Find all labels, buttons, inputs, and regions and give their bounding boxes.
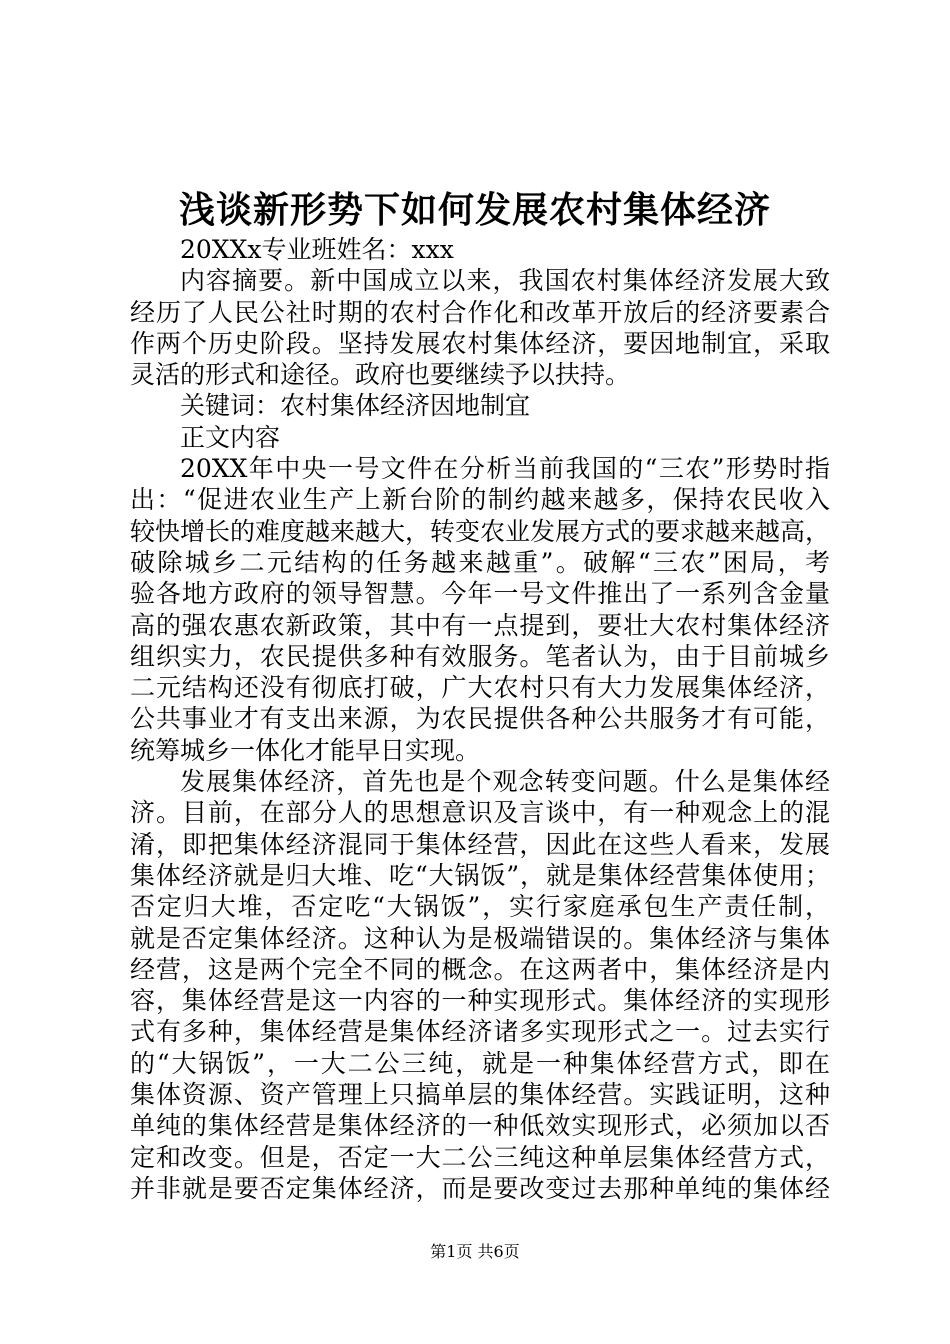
text-line: 验各地方政府的领导智慧。今年一号文件推出了一系列含金量 — [130, 579, 830, 609]
document-body — [130, 234, 830, 1204]
text-line: 统筹城乡一体化才能早日实现。 — [130, 735, 481, 765]
document-title: 浅谈新形势下如何发展农村集体经济 — [178, 189, 771, 231]
text-line: 否定归大堆，否定吃“大锅饭”，实行家庭承包生产责任制， — [130, 892, 830, 922]
text-line: 集体资源、资产管理上只搞单层的集体经营。实践证明，这种 — [130, 1080, 830, 1110]
text-line: 的“大锅饭”，一大二公三纯，就是一种集体经营方式，即在 — [130, 1048, 830, 1078]
text-line: 组织实力，农民提供多种有效服务。笔者认为，由于目前城乡 — [130, 641, 830, 671]
text-line: 正文内容 — [180, 422, 281, 452]
text-line: 破除城乡二元结构的任务越来越重”。破解“三农”困局，考 — [130, 547, 830, 577]
text-line: 经营，这是两个完全不同的概念。在这两者中，集体经济是内 — [130, 954, 830, 984]
text-line: 容，集体经营是这一内容的一种实现形式。集体经济的实现形 — [130, 986, 830, 1016]
text-line: 并非就是要否定集体经济，而是要改变过去那种单纯的集体经 — [130, 1173, 830, 1203]
text-line: 就是否定集体经济。这种认为是极端错误的。集体经济与集体 — [130, 923, 830, 953]
author-line: 20XXx专业班姓名：xxx — [180, 235, 454, 264]
text-line: 关键词：农村集体经济因地制宜 — [180, 391, 531, 421]
text-line: 定和改变。但是，否定一大二公三纯这种单层集体经营方式， — [130, 1142, 830, 1172]
text-line: 济。目前，在部分人的思想意识及言谈中，有一种观念上的混 — [130, 798, 830, 828]
paragraph-2 — [130, 766, 830, 1204]
text-line: 式有多种，集体经营是集体经济诸多实现形式之一。过去实行 — [130, 1017, 830, 1047]
abstract — [130, 265, 830, 390]
text-line: 集体经济就是归大堆、吃“大锅饭”，就是集体经营集体使用； — [130, 860, 830, 890]
paragraph-list — [130, 265, 830, 1204]
text-line: 出：“促进农业生产上新台阶的制约越来越多，保持农民收入 — [130, 485, 830, 515]
body-heading — [130, 422, 830, 453]
text-line: 发展集体经济，首先也是个观念转变问题。什么是集体经 — [180, 767, 830, 797]
text-line: 灵活的形式和途径。政府也要继续予以扶持。 — [130, 360, 631, 390]
text-line: 单纯的集体经营是集体经济的一种低效实现形式，必须加以否 — [130, 1111, 830, 1141]
keywords — [130, 390, 830, 421]
text-line: 二元结构还没有彻底打破，广大农村只有大力发展集体经济， — [130, 673, 830, 703]
text-line: 高的强农惠农新政策，其中有一点提到，要壮大农村集体经济 — [130, 610, 830, 640]
text-line: 内容摘要。新中国成立以来，我国农村集体经济发展大致 — [180, 266, 830, 296]
text-line: 公共事业才有支出来源，为农民提供各种公共服务才有可能， — [130, 704, 830, 734]
text-line: 经历了人民公社时期的农村合作化和改革开放后的经济要素合 — [130, 297, 830, 327]
page-footer: 第1页 共6页 — [430, 1242, 520, 1261]
text-line: 较快增长的难度越来越大，转变农业发展方式的要求越来越高， — [130, 516, 830, 546]
paragraph-1 — [130, 453, 830, 766]
text-line: 作两个历史阶段。坚持发展农村集体经济，要因地制宜，采取 — [130, 328, 830, 358]
text-line: 淆，即把集体经济混同于集体经营，因此在这些人看来，发展 — [130, 829, 830, 859]
text-line: 20XX年中央一号文件在分析当前我国的“三农”形势时指 — [180, 454, 830, 484]
